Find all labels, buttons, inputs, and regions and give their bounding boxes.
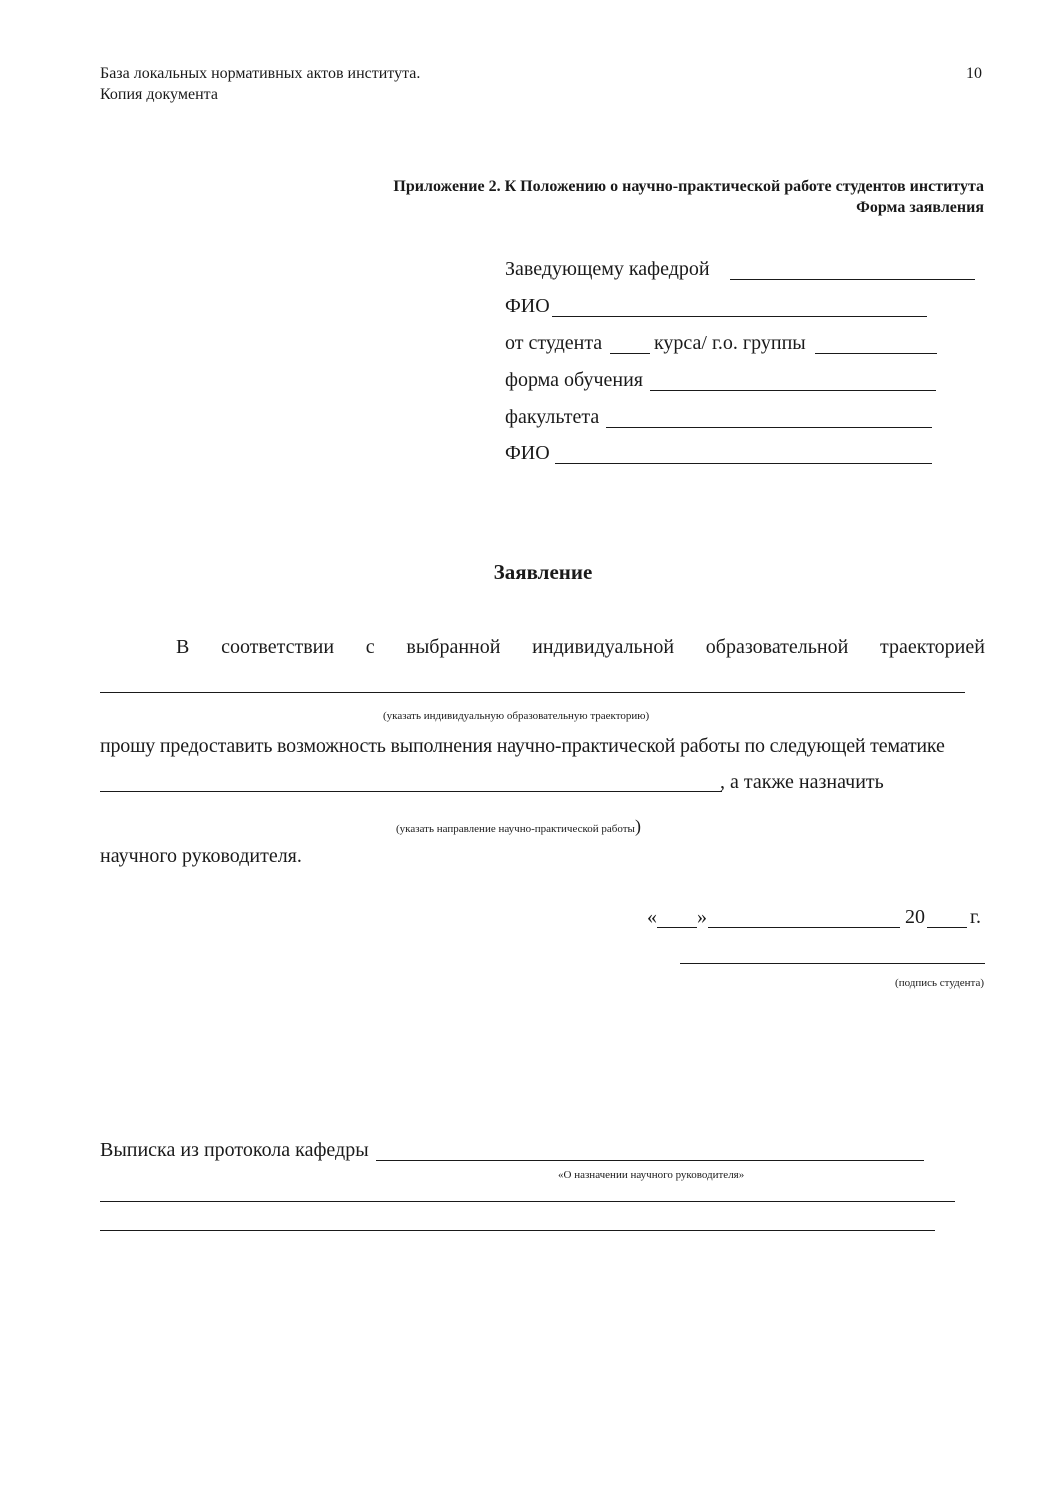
date-close-quote: »: [697, 906, 707, 928]
intro-word: выбранной: [406, 636, 501, 658]
page-number: 10: [966, 65, 982, 82]
year-field[interactable]: [927, 927, 967, 928]
year-suffix: г.: [970, 906, 981, 928]
trajectory-field[interactable]: [100, 692, 965, 693]
group-field[interactable]: [815, 353, 937, 354]
intro-word: образовательной: [705, 636, 849, 658]
fio-label-2: ФИО: [505, 442, 550, 464]
header-copy-label: Копия документа: [100, 86, 218, 103]
trajectory-hint: (указать индивидуальную образовательную траекторию): [383, 710, 650, 722]
fio-label-1: ФИО: [505, 295, 550, 317]
intro-word: соответствии: [221, 636, 335, 658]
protocol-label: Выписка из протокола кафедры: [100, 1139, 369, 1161]
intro-word: траекторией: [880, 636, 985, 658]
protocol-line-3[interactable]: [100, 1230, 935, 1231]
course-field[interactable]: [610, 353, 650, 354]
direction-hint-text: (указать направление научно-практической работы: [396, 823, 635, 835]
fio-field-2[interactable]: [555, 463, 932, 464]
from-student-label: от студента: [505, 332, 603, 354]
protocol-field[interactable]: [376, 1160, 924, 1161]
course-group-label: курса/ г.о. группы: [654, 332, 806, 354]
faculty-label: факультета: [505, 406, 600, 428]
form-label: Форма заявления: [856, 199, 984, 216]
faculty-field[interactable]: [606, 427, 932, 428]
signature-hint: (подпись студента): [895, 977, 984, 989]
date-open-quote: «: [647, 906, 657, 928]
head-of-department-label: Заведующему кафедрой: [505, 258, 710, 280]
signature-field[interactable]: [680, 963, 985, 964]
appendix-title: Приложение 2. К Положению о научно-практической работе студентов института: [393, 178, 984, 195]
request-line: прошу предоставить возможность выполнения научно-практической работы по следующей тематике: [100, 735, 945, 757]
supervisor-text: научного руководителя.: [100, 845, 302, 867]
study-form-field[interactable]: [650, 390, 936, 391]
intro-line: [176, 636, 985, 659]
intro-word: индивидуальной: [532, 636, 675, 658]
year-prefix: 20: [905, 906, 925, 928]
intro-word: В: [176, 636, 190, 658]
appoint-text: , а также назначить: [720, 771, 884, 793]
protocol-hint: «О назначении научного руководителя»: [558, 1169, 745, 1181]
study-form-label: форма обучения: [505, 369, 644, 391]
topic-field[interactable]: [100, 791, 722, 792]
fio-field-1[interactable]: [552, 316, 927, 317]
direction-hint-paren: ): [634, 816, 641, 836]
statement-title: Заявление: [493, 560, 593, 584]
header-institution: База локальных нормативных актов института.: [100, 65, 421, 82]
intro-word: с: [365, 636, 375, 658]
direction-hint: [396, 816, 641, 837]
month-field[interactable]: [708, 927, 900, 928]
day-field[interactable]: [657, 927, 697, 928]
head-of-department-field[interactable]: [730, 279, 975, 280]
protocol-line-2[interactable]: [100, 1201, 955, 1202]
